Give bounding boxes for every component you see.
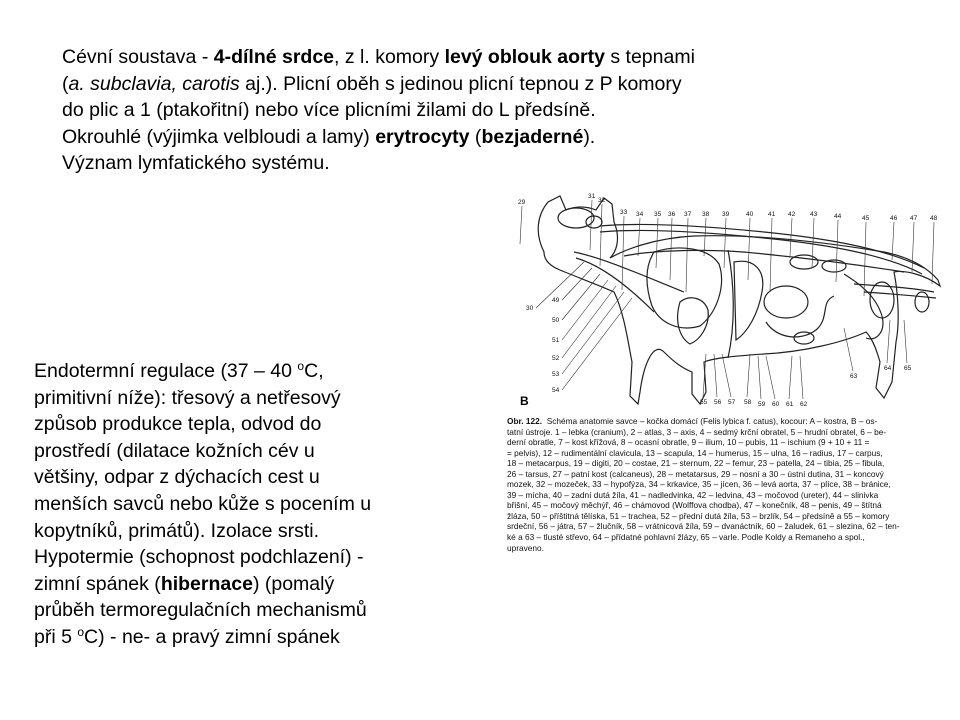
thermo-line: Endotermní regulace (37 – 40 $^o$C,	[34, 359, 324, 382]
thermo-line: kopytníků, primátů). Izolace srsti.	[34, 519, 320, 542]
figure-number-label: 61	[786, 401, 794, 408]
figure-number-label: 60	[772, 401, 780, 408]
figure-number-label: 35	[654, 211, 662, 218]
bold-term: erytrocyty	[375, 125, 470, 148]
leader-line	[912, 222, 914, 272]
heart-shape	[678, 298, 709, 344]
bold-term: bezjaderné	[481, 125, 584, 148]
leader-line	[887, 320, 890, 363]
stomach-shape	[764, 286, 808, 318]
thermoregulation-paragraph	[34, 358, 474, 651]
leader-line	[800, 356, 803, 399]
caption-line: 18 – metacarpus, 19 – digiti, 20 – costae, 21 – sternum, 22 – femur, 23 – patella, 24 – tibia, 25 – fibula,	[507, 458, 885, 469]
caption-line: tatní ústroje. 1 – lebka (cranium), 2 – atlas, 3 – axis, 4 – sedmý krční obratel, 5 – hrudní obratel, 6 – be-	[507, 426, 887, 437]
leader-line	[562, 274, 600, 320]
figure-number-label: 44	[834, 213, 842, 220]
figure-number-label: 45	[862, 215, 870, 222]
figure-number-label: 48	[930, 215, 938, 222]
bold-term: hibernace	[160, 572, 253, 595]
figure-number-label: 65	[904, 365, 912, 372]
figure-number-label: 38	[702, 211, 710, 218]
figure-number-label: 51	[552, 337, 560, 344]
figure-number-label: 34	[636, 211, 644, 218]
bold-term: 4-dílné srdce	[213, 46, 335, 68]
thermo-line: většiny, odpar z dýchacích cest u	[34, 466, 320, 489]
caption-line: mozek, 32 – mozeček, 33 – hypofýza, 34 – krkavice, 35 – jícen, 36 – levá aorta, 37 – plíce, 38 – bránice,	[507, 479, 891, 490]
figure-number-label: 55	[700, 399, 708, 406]
thermo-line: prostředí (dilatace kožních cév u	[34, 439, 315, 462]
leader-line	[590, 200, 592, 250]
leader-line	[766, 356, 775, 399]
thermo-line: způsob produkce tepla, odvod do	[34, 413, 322, 436]
leader-line	[656, 218, 658, 268]
thermo-line: při 5 $^o$C) - ne- a pravý zimní spánek	[34, 624, 340, 648]
left-label-column	[526, 262, 632, 394]
caption-line: = pelvis), 12 – rudimentální clavicula, 13 – scapula, 14 – humerus, 15 – ulna, 16 – radius, 17 – carpus,	[507, 447, 883, 458]
figure-number-label: 36	[668, 211, 676, 218]
leader-line	[722, 354, 731, 397]
figure-number-label: 56	[714, 399, 722, 406]
figure-number-label: 64	[884, 365, 892, 372]
figure-number-label: 32	[598, 197, 606, 204]
bold-term: levý oblouk aorty	[444, 46, 605, 68]
figure-number-label: 39	[722, 211, 730, 218]
intro-line-3: do plic a 1 (ptakořitní) nebo více plicními žilami do L předsíně.	[62, 99, 596, 121]
caption-line: břišní, 45 – močový měchýř, 46 – chámovod (Wolffova chodba), 47 – konečník, 48 – penis, 49 – štítná	[507, 500, 882, 511]
figure-number-label: 49	[552, 297, 560, 304]
caption-line: Obr. 122. Schéma anatomie savce – kočka domácí (Felis lybica f. catus), kocour: A – kostra, B – os-	[507, 416, 878, 426]
intro-line-5: Význam lymfatického systému.	[62, 152, 330, 174]
leader-line	[686, 218, 688, 292]
cat-anatomy-figure	[504, 192, 944, 424]
figure-letter: B	[520, 394, 529, 408]
italic-term: a. subclavia, carotis	[68, 72, 240, 95]
leader-line	[622, 216, 624, 290]
thermo-line: průběh termoregulačních mechanismů	[34, 599, 367, 622]
figure-number-label: 62	[800, 401, 808, 408]
caption-line: 39 – mícha, 40 – zadní dutá žíla, 41 – nadledvinka, 42 – ledvina, 43 – močovod (ureter), 44 – slinivka	[507, 489, 879, 500]
figure-number-label: 54	[552, 387, 560, 394]
thermo-line: menších savců nebo kůže s pocením u	[34, 492, 372, 515]
figure-number-label: 41	[768, 211, 776, 218]
thermo-line: primitivní níže): třesový a netřesový	[34, 386, 341, 409]
figure-number-label: 59	[758, 401, 766, 408]
figure-number-label: 58	[744, 399, 752, 406]
caption-line: 26 – tarsus, 27 – patní kost (calcaneus), 28 – metatarsus, 29 – nosní a 30 – ústní dutina, 31 – koncový	[507, 468, 884, 479]
leader-line	[904, 320, 907, 363]
figure-number-label: 52	[552, 355, 560, 362]
caption-line: upraveno.	[507, 542, 544, 553]
figure-number-label: 37	[684, 211, 692, 218]
leader-line	[844, 328, 853, 371]
figure-number-label: 43	[810, 211, 818, 218]
caption-line: ké a 63 – tlusté střevo, 64 – přídatné pohlavní žlázy, 65 – varle. Podle Koldy a Remaneho a spol.,	[507, 532, 865, 543]
figure-number-label: 46	[890, 215, 898, 222]
leader-line	[562, 286, 616, 358]
caption-line: derní obratle, 7 – kost křížová, 8 – ocasní obratle, 9 – ilium, 10 – pubis, 11 – ischium (9 + 10 + 11 =	[507, 437, 870, 448]
leader-line	[562, 280, 608, 340]
figure-number-label: 53	[552, 371, 560, 378]
figure-number-label: 30	[526, 305, 534, 312]
figure-caption	[507, 416, 952, 553]
leader-line	[812, 218, 814, 268]
figure-number-label: 42	[788, 211, 796, 218]
leader-line	[789, 356, 792, 399]
cat-anatomy-drawing	[504, 192, 944, 424]
figure-number-label: 31	[588, 193, 596, 200]
leader-line	[714, 354, 717, 397]
leader-line	[600, 204, 602, 266]
leader-line	[562, 292, 624, 374]
leader-line	[748, 218, 750, 280]
leader-line	[638, 218, 640, 256]
caption-line: srdeční, 56 – játra, 57 – žlučník, 58 – vrátnicová žíla, 59 – dvanáctník, 60 – žaludek, 61 – slezina, 62 – ten-	[507, 521, 900, 532]
figure-number-label: 50	[552, 317, 560, 324]
leader-line	[724, 218, 726, 268]
leader-line	[747, 354, 750, 397]
leader-line	[790, 218, 792, 256]
figure-number-label: 40	[746, 211, 754, 218]
intro-line-1: Cévní soustava - 4-dílné srdce, z l. komory levý oblouk aorty s tepnami	[62, 46, 695, 68]
figure-number-label: 57	[728, 399, 736, 406]
caption-title: Obr. 122.	[507, 416, 543, 426]
figure-number-label: 63	[850, 373, 858, 380]
intro-line-4: Okrouhlé (výjimka velbloudi a lamy) erytrocyty (bezjaderné).	[62, 125, 596, 148]
leader-line	[520, 206, 522, 244]
figure-number-label: 33	[620, 209, 628, 216]
leader-line	[836, 220, 838, 282]
figure-number-label: 29	[518, 199, 526, 206]
intro-paragraph	[62, 44, 852, 177]
figure-number-label: 47	[910, 215, 918, 222]
thermo-line: Hypotermie (schopnost podchlazení) -	[34, 546, 364, 569]
lung-shape	[647, 248, 722, 328]
leader-line	[536, 262, 584, 308]
intro-line-2: (a. subclavia, carotis aj.). Plicní oběh s jedinou plicní tepnou z P komory	[62, 72, 682, 95]
caption-line: žláza, 50 – příštitná tělíska, 51 – trachea, 52 – přední dutá žíla, 53 – brzlík, 54 – předsíně a 55 – komory	[507, 510, 890, 521]
thermo-line: zimní spánek (hibernace) (pomalý	[34, 572, 335, 595]
leader-line	[758, 356, 761, 399]
